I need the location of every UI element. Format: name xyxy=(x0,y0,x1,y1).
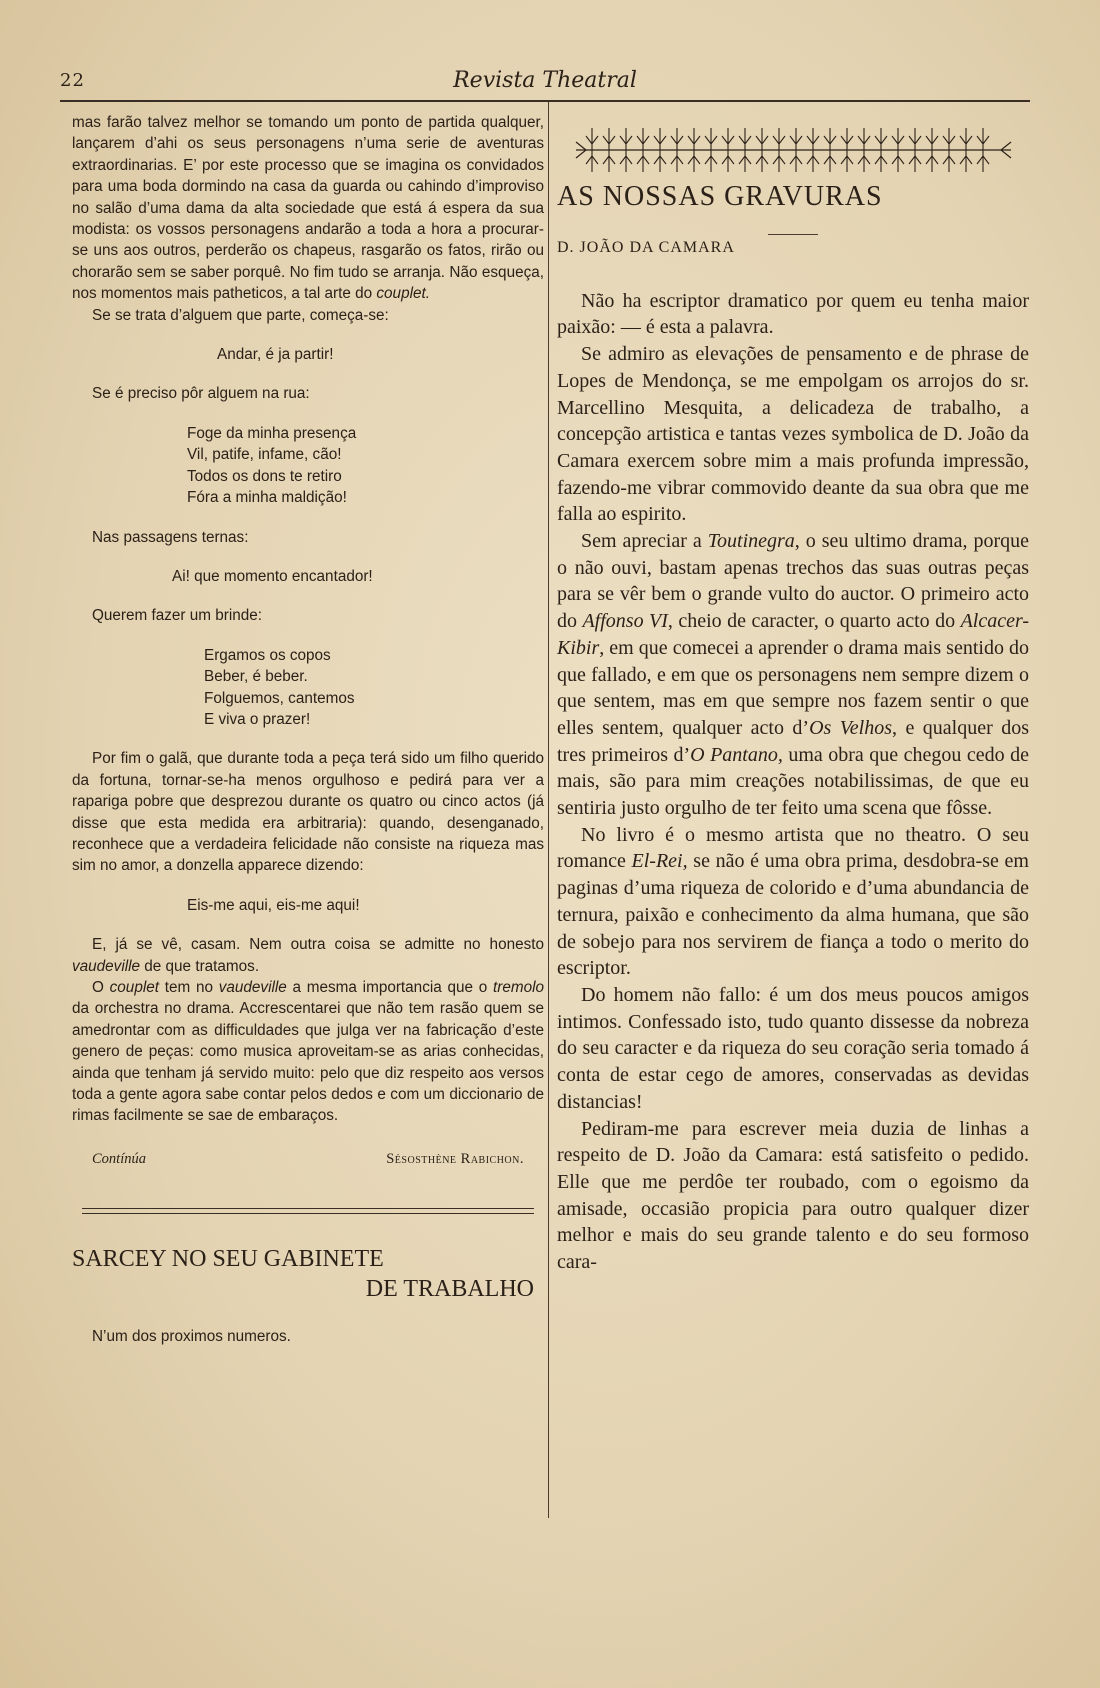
page-header xyxy=(60,70,1030,102)
author-name: Sésosthène Rabichon. xyxy=(386,1150,524,1167)
ornamental-border-icon xyxy=(566,122,1021,180)
paragraph: mas farão talvez melhor se tomando um ponto de partida qualquer, lançarem d’ahi os seus personagens n’uma serie de aventuras extraordinarias. E’ por este processo que se imagina os convidados para uma boda dormindo na casa da guarda ou cahindo d’improviso no salão d’uma dama da alta sociedade que está á espera da sua modista: os vossos personagens andarão a toda a hora a procurar-se uns aos outros, perderão os chapeus, rasgarão os fatos, rirão ou chorarão sem se saber porquê. No fim tudo se arranja. Não esqueça, nos momentos mais patheticos, a tal arte do couplet. xyxy=(72,114,544,303)
article-subject: D. JOÃO DA CAMARA xyxy=(557,239,735,256)
verse-line: Foge da minha presença xyxy=(187,424,357,442)
column-divider xyxy=(548,102,549,1518)
running-title: Revista Theatral xyxy=(453,68,637,93)
verse-line: Andar, é ja partir! xyxy=(217,346,334,364)
verse-line: Ai! que momento encantador! xyxy=(172,567,373,585)
continued-label: Contínúa xyxy=(92,1150,146,1167)
verse-line: Vil, patife, infame, cão! xyxy=(187,446,342,464)
verse-line: Eis-me aqui, eis-me aqui! xyxy=(187,896,360,914)
paragraph: Querem fazer um brinde: xyxy=(92,607,263,625)
paragraph: E, já se vê, casam. Nem outra coisa se admitte no honesto vaudeville de que tratamos. xyxy=(72,936,544,975)
paragraph: O couplet tem no vaudeville a mesma importancia que o tremolo da orchestra no drama. Accrescentarei que não tem rasão quem se amedrontar com as difficuldades que julga ver na fabricação d’este genero de peças: como musica aproveitam-se as arias conhecidas, ainda que tenham já servido muito: pelo que diz respeito aos versos toda a gente agora sabe contar pelos dedos e com um diccionario de rimas facilmente se sae de embaraços. xyxy=(72,979,545,1125)
paragraph: Por fim o galã, que durante toda a peça terá sido um filho querido da fortuna, tornar-se-ha menos orgulhoso e pedirá para ver a rapariga pobre que desprezou durante os quatro ou cinco actos (já disse que esta medida era arbitraria): quando, desenganado, reconhece que a verdadeira felicidade não consiste na riqueza mas sim no amor, a donzella apparece dizendo: xyxy=(72,750,544,875)
verse-line: Ergamos os copos xyxy=(204,646,331,664)
announcement-title-line1: SARCEY NO SEU GABINETE xyxy=(72,1246,384,1273)
section-title: AS NOSSAS GRAVURAS xyxy=(557,181,883,212)
verse-line: Fóra a minha maldição! xyxy=(187,489,347,507)
paragraph: Sem apreciar a Toutinegra, o seu ultimo drama, porque o não ouvi, bastam apenas trechos das suas outras peças para se vêr bem o grande vulto do auctor. O primeiro acto do Affonso VI, cheio de caracter, o quarto acto do Alcacer-Kibir, em que comecei a aprender o drama mais sentido do que fallado, e em que os personagens nem sempre dizem o que sentem, mas em que sempre nos fazem sentir o que elles sentem, qualquer acto d’Os Velhos, e qualquer dos tres primeiros d’O Pantano, uma obra que chegou cedo de mais, são para mim creações notabilissimas, de que eu sentiria justo orgulho de ter feito uma scena que fôsse. xyxy=(557,530,1030,820)
paragraph: Se se trata d’alguem que parte, começa-se: xyxy=(92,306,389,324)
verse-line: Beber, é beber. xyxy=(204,668,308,686)
page-number: 22 xyxy=(60,70,85,91)
paragraph: Do homem não fallo: é um dos meus poucos amigos intimos. Confessado isto, tudo quanto dissesse da nobreza do seu caracter e da riqueza do seu coração seria tomado á conta de estar cego de amores, conservadas as devidas distancias! xyxy=(557,983,1029,1113)
verse-line: Folguemos, cantemos xyxy=(204,689,355,707)
paragraph: Nas passagens ternas: xyxy=(92,528,249,546)
verse-line: Todos os dons te retiro xyxy=(187,467,342,485)
paragraph: Pediram-me para escrever meia duzia de linhas a respeito de D. João da Camara: está satisfeito o pedido. Elle que me perdôe ter roubado, com o egoismo da amisade, occasião propicia para outro qualquer dizer melhor e mais do seu grande talento e do seu formoso cara- xyxy=(557,1117,1029,1274)
verse-block xyxy=(187,423,544,509)
left-column xyxy=(72,112,544,1348)
paragraph: Não ha escriptor dramatico por quem eu tenha maior paixão: — é esta a palavra. xyxy=(557,289,1029,339)
verse-block xyxy=(204,645,544,731)
paragraph: Se é preciso pôr alguem na rua: xyxy=(92,385,310,403)
announcement-note: N’um dos proximos numeros. xyxy=(92,1328,291,1346)
right-column xyxy=(557,112,1029,1276)
verse-line: E viva o prazer! xyxy=(204,710,311,728)
announcement-title-line2: DE TRABALHO xyxy=(365,1276,534,1303)
article-signoff xyxy=(92,1149,524,1170)
paragraph: Se admiro as elevações de pensamento e de phrase de Lopes de Mendonça, se me empolgam os arrojos do sr. Marcellino Mesquita, a delicadeza de trabalho, a concepção artistica e tantas vezes symbolica de D. João da Camara exercem sobre mim a mais profunda impressão, fazendo-me vibrar commovido deante da sua obra que me falla ao espirito. xyxy=(557,343,1029,526)
paragraph: No livro é o mesmo artista que no theatro. O seu romance El-Rei, se não é uma obra prima, desdobra-se em paginas d’uma riqueza de colorido e d’uma abundancia de ternura, paixão e conhecimento da alma humana, que são de sobejo para nos servirem de fiança a todo o merito do escriptor. xyxy=(557,823,1029,980)
